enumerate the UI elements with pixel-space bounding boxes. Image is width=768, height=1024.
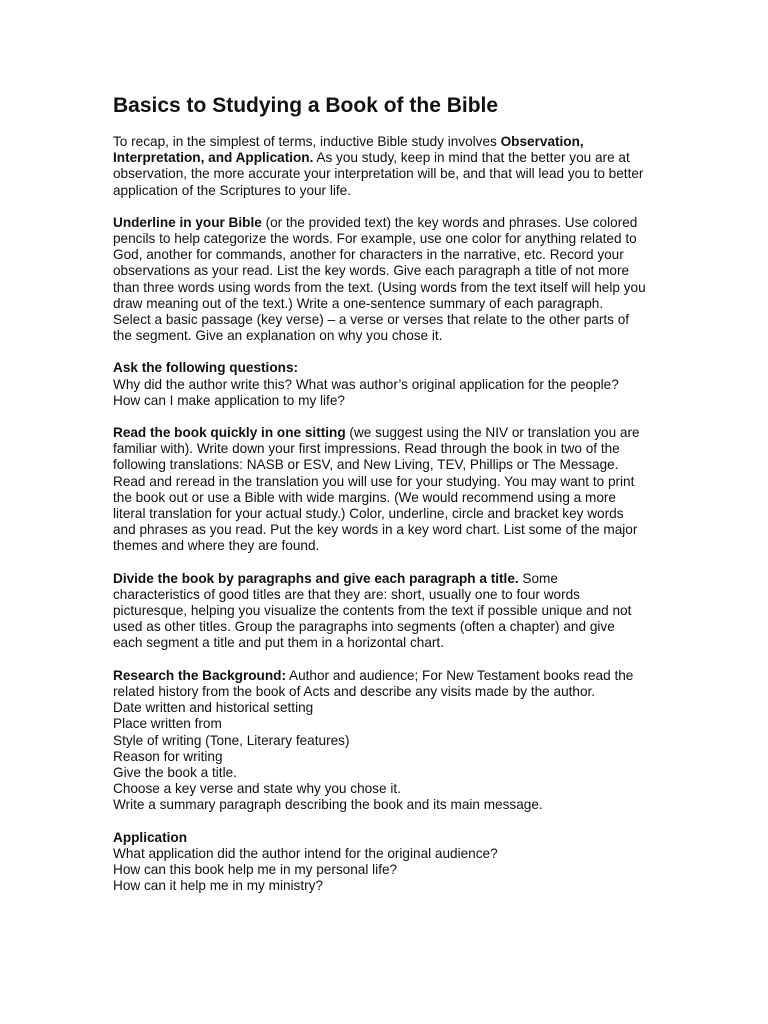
read-line-6: literal translation for your actual study.) Color, underline, circle and bracket key words: [113, 506, 624, 522]
underline-line-4: observations as your read. List the key words. Give each paragraph a title of not more: [113, 263, 630, 279]
read-line-1-text: (we suggest using the NIV or translation you are: [345, 425, 640, 441]
underline-line-2: pencils to help categorize the words. For example, use one color for anything related to: [113, 231, 637, 247]
intro-line-2: [113, 150, 661, 166]
research-heading: Research the Background:: [113, 667, 286, 683]
research-line-7: Give the book a title.: [113, 764, 237, 780]
questions-line-2: How can I make application to my life?: [113, 392, 345, 408]
read-line-7: and phrases as you read. Put the key words in a key word chart. List some of the major: [113, 522, 638, 538]
document-title: Basics to Studying a Book of the Bible: [113, 94, 499, 117]
divide-paragraph: [113, 571, 661, 652]
application-line-1: What application did the author intend for the original audience?: [113, 845, 498, 861]
read-heading: Read the book quickly in one sitting: [113, 425, 346, 441]
underline-paragraph: [113, 215, 661, 345]
application-line-3: How can it help me in my ministry?: [113, 878, 324, 894]
read-line-3: following translations: NASB or ESV, and New Living, TEV, Phillips or The Message.: [113, 457, 619, 473]
divide-line-5: each segment a title and put them in a horizontal chart.: [113, 635, 444, 651]
research-line-9: Write a summary paragraph describing the book and its main message.: [113, 797, 543, 813]
application-line-2: How can this book help me in my personal life?: [113, 861, 398, 877]
intro-line-4: application of the Scriptures to your life.: [113, 182, 352, 198]
read-line-4: Read and reread in the translation you will use for your studying. You may want to print: [113, 473, 635, 489]
underline-line-7: Select a basic passage (key verse) – a verse or verses that relate to the other parts of: [113, 312, 630, 328]
underline-line-1: [113, 215, 661, 231]
underline-line-5: than three words using words from the text. (Using words from the text itself will help you: [113, 279, 646, 295]
intro-line-2-text: As you study, keep in mind that the better you are at: [313, 150, 630, 166]
questions-paragraph: [113, 360, 661, 409]
read-line-2: familiar with). Write down your first impressions. Read through the book in two of the: [113, 441, 620, 457]
research-line-5: Style of writing (Tone, Literary features): [113, 732, 350, 748]
underline-line-6: draw meaning out of the text.) Write a one-sentence summary of each paragraph.: [113, 295, 604, 311]
intro-line-3: observation, the more accurate your interpretation will be, and that will lead you to better: [113, 166, 644, 182]
underline-line-8: the segment. Give an explanation on why you chose it.: [113, 328, 443, 344]
intro-line-2-bold: Interpretation, and Application.: [113, 150, 314, 166]
underline-heading: Underline in your Bible: [113, 214, 262, 230]
underline-line-1-text: (or the provided text) the key words and phrases. Use colored: [261, 214, 638, 230]
intro-line-1-text: To recap, in the simplest of terms, inductive Bible study involves: [113, 134, 501, 149]
divide-heading: Divide the book by paragraphs and give each paragraph a title.: [113, 570, 519, 586]
research-line-4: Place written from: [113, 716, 222, 732]
intro-paragraph: [113, 134, 661, 199]
research-line-3: Date written and historical setting: [113, 700, 314, 716]
divide-line-4: used as other titles. Group the paragraphs into segments (often a chapter) and give: [113, 619, 615, 635]
underline-line-3: God, another for commands, another for characters in the narrative, etc. Record your: [113, 247, 624, 263]
read-paragraph: [113, 425, 661, 555]
research-paragraph: [113, 668, 661, 814]
divide-line-1: [113, 571, 661, 587]
read-line-5: the book out or use a Bible with wide margins. (We would recommend using a more: [113, 489, 616, 505]
questions-line-1: Why did the author write this? What was author’s original application for the people?: [113, 376, 619, 392]
research-line-8: Choose a key verse and state why you chose it.: [113, 781, 401, 797]
divide-line-3: picturesque, helping you visualize the contents from the text if possible unique and not: [113, 603, 632, 619]
read-line-8: themes and where they are found.: [113, 538, 320, 554]
application-paragraph: [113, 830, 661, 895]
research-line-2: related history from the book of Acts and describe any visits made by the author.: [113, 683, 596, 699]
divide-line-2: characteristics of good titles are that they are: short, usually one to four words: [113, 586, 580, 602]
research-line-1-text: Author and audience; For New Testament books read the: [286, 667, 634, 683]
intro-line-1-bold: Observation,: [500, 134, 584, 149]
intro-line-1: [113, 134, 661, 150]
divide-line-1-text: Some: [518, 570, 558, 586]
research-line-6: Reason for writing: [113, 748, 223, 764]
research-line-1: [113, 668, 661, 684]
questions-heading: Ask the following questions:: [113, 360, 299, 376]
document-page: [113, 92, 661, 910]
read-line-1: [113, 425, 661, 441]
application-heading: Application: [113, 829, 188, 845]
